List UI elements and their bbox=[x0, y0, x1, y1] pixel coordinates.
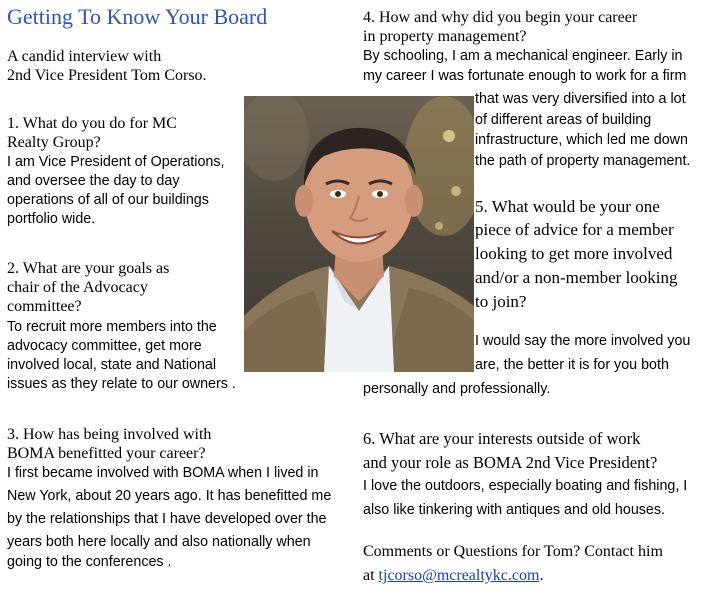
answer-3-line: going to the conferences . bbox=[7, 554, 172, 570]
answer-5-line: are, the better it is for you both bbox=[475, 357, 669, 373]
answer-3-line: years both here locally and also nationally when bbox=[7, 534, 311, 550]
question-4-line: in property management? bbox=[363, 28, 527, 45]
answer-1-line: and oversee the day to day bbox=[7, 173, 180, 189]
question-5-line: piece of advice for a member bbox=[475, 220, 674, 239]
answer-3-line: by the relationships that I have developed over the bbox=[7, 511, 327, 527]
answer-2-line: involved local, state and National bbox=[7, 357, 217, 373]
contact-line-2 bbox=[363, 565, 543, 587]
answer-4-line: my career I was fortunate enough to work for a firm bbox=[363, 68, 687, 84]
answer-1-line: operations of all of our buildings bbox=[7, 192, 209, 208]
question-3-line: 3. How has being involved with bbox=[7, 426, 212, 443]
answer-6-line: also like tinkering with antiques and old houses. bbox=[363, 502, 666, 518]
question-6-line: 6. What are your interests outside of work bbox=[363, 429, 641, 448]
question-2-line: committee? bbox=[7, 298, 82, 315]
answer-2-line: issues as they relate to our owners . bbox=[7, 376, 236, 392]
question-6-line: and your role as BOMA 2nd Vice President? bbox=[363, 453, 658, 472]
intro-line: 2nd Vice President Tom Corso. bbox=[7, 67, 207, 84]
question-2-line: chair of the Advocacy bbox=[7, 279, 148, 296]
page-title: Getting To Know Your Board bbox=[7, 4, 268, 29]
portrait-photo bbox=[244, 96, 474, 372]
answer-4-line: By schooling, I am a mechanical engineer. Early in bbox=[363, 48, 683, 64]
contact-suffix: . bbox=[539, 567, 544, 584]
answer-1-line: I am Vice President of Operations, bbox=[7, 154, 225, 170]
contact-prefix: at bbox=[363, 567, 379, 584]
question-1-line: 1. What do you do for MC bbox=[7, 115, 177, 132]
answer-2-line: advocacy committee, get more bbox=[7, 338, 202, 354]
answer-6-line: I love the outdoors, especially boating and fishing, I bbox=[363, 478, 688, 494]
question-5-line: to join? bbox=[475, 292, 527, 311]
answer-5-line: I would say the more involved you bbox=[475, 333, 691, 349]
answer-4-line: infrastructure, which led me down bbox=[475, 132, 688, 148]
question-5-line: and/or a non-member looking bbox=[475, 268, 678, 287]
answer-2-line: To recruit more members into the bbox=[7, 319, 217, 335]
question-1-line: Realty Group? bbox=[7, 134, 101, 151]
intro-line: A candid interview with bbox=[7, 48, 162, 65]
answer-3-line: I first became involved with BOMA when I lived in bbox=[7, 465, 319, 481]
answer-4-line: of different areas of building bbox=[475, 112, 652, 128]
contact-line: Comments or Questions for Tom? Contact him bbox=[363, 543, 663, 560]
answer-1-line: portfolio wide. bbox=[7, 211, 96, 227]
question-5-line: looking to get more involved bbox=[475, 244, 673, 263]
answer-5-line: personally and professionally. bbox=[363, 381, 551, 397]
question-3-line: BOMA benefitted your career? bbox=[7, 445, 206, 462]
portrait-illustration bbox=[244, 96, 474, 372]
question-5-line: 5. What would be your one bbox=[475, 197, 660, 216]
email-link[interactable]: tjcorso@mcrealtykc.com bbox=[378, 567, 540, 584]
answer-3-line: New York, about 20 years ago. It has benefitted me bbox=[7, 488, 332, 504]
question-4-line: 4. How and why did you begin your career bbox=[363, 9, 638, 26]
answer-4-line: that was very diversified into a lot bbox=[475, 91, 686, 107]
answer-4-line: the path of property management. bbox=[475, 153, 691, 169]
question-2-line: 2. What are your goals as bbox=[7, 260, 170, 277]
